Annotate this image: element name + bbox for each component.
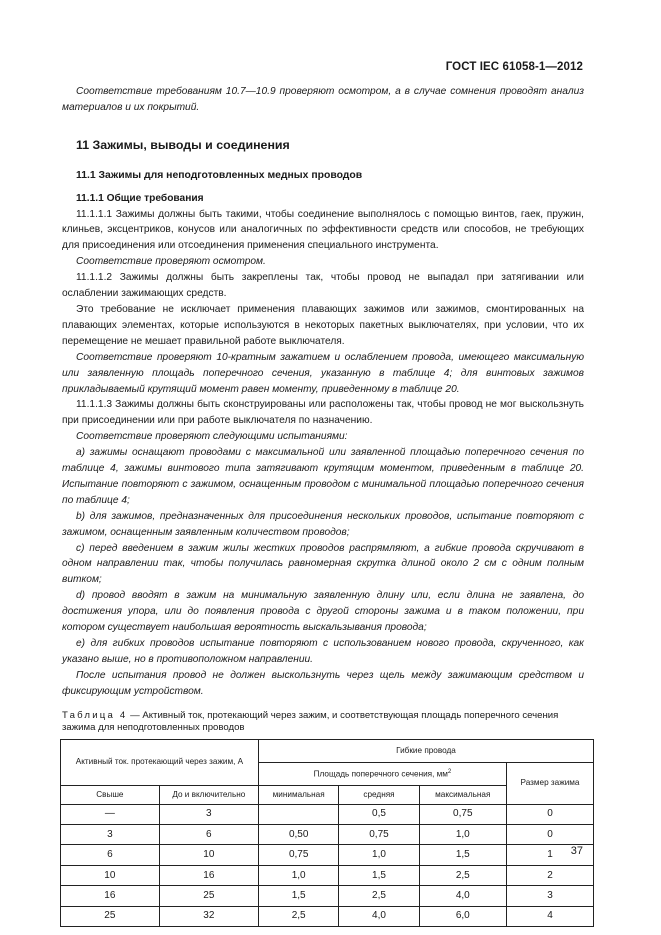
table-cell: 1,5 [258,886,339,906]
section-title: 11 Зажимы, выводы и соединения [76,137,290,152]
table-cell: 16 [159,865,258,885]
table-cell: 1 [507,845,594,865]
table-cell: 0,75 [339,825,419,845]
current-table [60,739,594,927]
table-cell: 3 [159,804,258,824]
paragraph: a) зажимы оснащают проводами с максимальной или заявленной площадью поперечного сечения по таблице 4, зажимы винтового типа затягивают крутящим моментом, приведенным в таблице 20. Испытание повторяют с зажимом, оснащенным проводом с минимальной площадью поперечного сечения по таблице 4; [62,447,584,506]
paragraph: c) перед введением в зажим жилы жестких проводов распрямляют, а гибкие провода скручивают в одном направлении так, чтобы получилась равномерная скрутка длиной около 2 см с одним полным витком; [62,542,584,586]
table-row [61,825,594,845]
table-caption [62,710,584,735]
table-cell: 10 [159,845,258,865]
table-cell [258,804,339,824]
table-cell: 16 [61,886,160,906]
paragraph: 11.1.1.3 Зажимы должны быть сконструированы или расположены так, чтобы провод не мог выскользнуть при присоединении или при работе выключателя по назначению. [62,399,584,427]
paragraph: 11.1.1.1 Зажимы должны быть такими, чтобы соединение выполнялось с помощью винтов, гаек, пружин, клиньев, эксцентриков, конусов или аналогичных по эффективности средств или способов, не требующих для присоединения или отсоединения применения специального инструмента. [62,208,584,252]
table-row [61,906,594,926]
table-row [61,865,594,885]
header-avg: средняя [339,785,419,804]
table-cell: 2,5 [419,865,506,885]
table-cell: 6 [61,845,160,865]
table-cell: 4,0 [339,906,419,926]
paragraph: e) для гибких проводов испытание повторяют с использованием нового провода, скрученного, как указано выше, но в противоположном направлении. [62,638,584,665]
table-cell: 10 [61,865,160,885]
paragraph: d) провод вводят в зажим на минимальную заявленную длину или, если длина не заявлена, до достижения упора, или до появления провода с другой стороны зажима и в таком положении, при котором существует наибольшая вероятность выскальзывания провода; [62,590,584,634]
table-cell: 0,75 [419,804,506,824]
paragraph: Это требование не исключает применения плавающих зажимов или зажимов, смонтированных на плавающих элементах, которые используются в некоторых пакетных выключателях, при условии, что их перемещение не мешает правильной работе выключателя. [62,303,584,347]
paragraph: b) для зажимов, предназначенных для присоединения нескольких проводов, испытание повторяют с зажимом, оснащенным заявленным количеством проводов; [62,510,584,538]
table-body [61,804,594,926]
paragraph: После испытания провод не должен выскользнуть через щель между зажимающим средством и фиксирующим устройством. [62,669,584,697]
table-cell: 1,0 [258,865,339,885]
table-cell: 25 [61,906,160,926]
subsubsection-title: 11.1.1 Общие требования [76,192,204,204]
table-cell: 0,50 [258,825,339,845]
table-cell: 1,0 [419,825,506,845]
page-number: 37 [570,845,583,857]
table-cell: 2 [507,865,594,885]
paragraph: 11.1.1.2 Зажимы должны быть закреплены так, чтобы провод не выпадал при затягивании или ослаблении зажимающих средств. [62,272,584,300]
header-size: Размер зажима [507,762,594,804]
intro-paragraph: Соответствие требованиям 10.7—10.9 проверяют осмотром, а в случае сомнения проводят анализ материалов и их покрытий. [62,86,584,113]
header-upto: До и включительно [159,785,258,804]
header-area-sup: 2 [447,768,452,775]
table-caption-text: — Активный ток, протекающий через зажим, и соответствующая площадь поперечного сечения зажима для неподготовленных проводов [62,709,559,734]
table-cell: 6 [159,825,258,845]
table-caption-label: Таблица 4 [62,709,128,721]
header-over: Свыше [61,785,160,804]
table-row [61,845,594,865]
paragraph: Соответствие проверяют 10-кратным зажатием и ослаблением провода, имеющего максимальную или заявленную площадь поперечного сечения, указанную в таблице 4; для винтовых зажимов прикладываемый крутящий момент равен моменту, приведенному в таблице 20. [62,351,584,395]
header-current: Активный ток. протекающий через зажим, А [61,739,259,785]
table-cell: 1,0 [339,845,419,865]
table-cell: 2,5 [339,886,419,906]
table-cell: 0,5 [339,804,419,824]
table-cell: 2,5 [258,906,339,926]
table-cell: 4,0 [419,886,506,906]
header-max: максимальная [419,785,506,804]
table-cell: 1,5 [339,865,419,885]
header-area-text: Площадь поперечного сечения, мм [313,769,448,779]
table-cell: 0,75 [258,845,339,865]
table-cell: 4 [507,906,594,926]
table-cell: 0 [507,804,594,824]
table-cell: — [61,804,160,824]
header-min: минимальная [258,785,339,804]
header-area [258,762,506,785]
table-cell: 32 [159,906,258,926]
paragraph: Соответствие проверяют осмотром. [76,256,266,268]
page-content [62,84,584,927]
subsection-title: 11.1 Зажимы для неподготовленных медных проводов [76,169,363,181]
standard-header: ГОСТ IEC 61058-1—2012 [445,61,583,73]
table-row [61,886,594,906]
table-cell: 1,5 [419,845,506,865]
table-cell: 3 [61,825,160,845]
table-cell: 6,0 [419,906,506,926]
table-cell: 0 [507,825,594,845]
header-flexible: Гибкие провода [258,739,593,762]
table-cell: 3 [507,886,594,906]
table-row [61,804,594,824]
table-cell: 25 [159,886,258,906]
paragraph: Соответствие проверяют следующими испытаниями: [76,431,348,443]
